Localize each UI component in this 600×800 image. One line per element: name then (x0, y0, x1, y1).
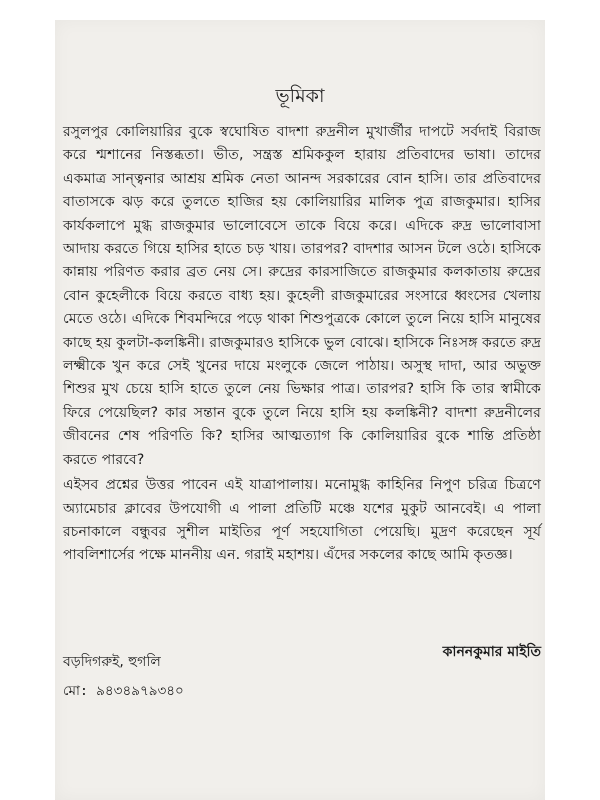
preface-body (63, 121, 541, 568)
book-page (55, 20, 545, 800)
author-name: কাননকুমার মাইতি (442, 644, 541, 660)
page-title: ভূমিকা (275, 85, 325, 107)
paragraph-acknowledgement: এইসব প্রশ্নের উত্তর পাবেন এই যাত্রাপালায়। মনোমুগ্ধ কাহিনির নিপুণ চরিত্র চিত্রণে অ্যামেচার ক্লাবের উপযোগী এ পালা প্রতিটি মঞ্চে যশের মুকুট আনবেই। এ পালা রচনাকালে বন্ধুবর সুশীল মাইতির পূর্ণ সহযোগিতা পেয়েছি। মুদ্রণ করেছেন সূর্য পাবলিশার্সের পক্ষে মাননীয় এন. গরাই মহাশয়। এঁদের সকলের কাছে আমি কৃতজ্ঞ। (63, 477, 541, 564)
author-phone: মো: ৯৪৩৪৯৭৯৩৪০ (63, 683, 184, 699)
paragraph-story: রসুলপুর কোলিয়ারির বুকে স্বঘোষিত বাদশা রুদ্রনীল মুখার্জীর দাপটে সর্বদাই বিরাজ করে শ্মশানের নিস্তব্ধতা। ভীত, সন্ত্রস্ত শ্রমিককুল হারায় প্রতিবাদের ভাষা। তাদের একমাত্র সান্ত্বনার আশ্রয় শ্রমিক নেতা আনন্দ সরকারের বোন হাসি। তার প্রতিবাদের বাতাসকে ঝড় করে তুলতে হাজির হয় কোলিয়ারির মালিক পুত্র রাজকুমার। হাসির কার্যকলাপে মুগ্ধ রাজকুমার ভালোবেসে তাকে বিয়ে করে। এদিকে রুদ্র ভালোবাসা আদায় করতে গিয়ে হাসির হাতে চড় খায়। তারপর? বাদশার আসন টলে ওঠে। হাসিকে কান্নায় পরিণত করার ব্রত নেয় সে। রুদ্রের কারসাজিতে রাজকুমার কলকাতায় রুদ্রের বোন কুহেলীকে বিয়ে করতে বাধ্য হয়। কুহেলী রাজকুমারের সংসারে ধ্বংসের খেলায় মেতে ওঠে। এদিকে শিবমন্দিরে পড়ে থাকা শিশুপুত্রকে কোলে তুলে নিয়ে হাসি মানুষের কাছে হয় কুলটা-কলঙ্কিনী। রাজকুমারও হাসিকে ভুল বোঝে। হাসিকে নিঃসঙ্গ করতে রুদ্র লক্ষ্মীকে খুন করে সেই খুনের দায়ে মংলুকে জেলে পাঠায়। অসুস্থ দাদা, আর অভুক্ত শিশুর মুখ চেয়ে হাসি হাতে তুলে নেয় ভিক্ষার পাত্র। তারপর? হাসি কি তার স্বামীকে ফিরে পেয়েছিল? কার সন্তান বুকে তুলে নিয়ে হাসি হয় কলঙ্কিনী? বাদশা রুদ্রনীলের জীবনের শেষ পরিণতি কি? হাসির আত্মত্যাগ কি কোলিয়ারির বুকে শান্তি প্রতিষ্ঠা করতে পারবে? (63, 124, 541, 468)
author-place: বড়দিগরুই, হুগলি (63, 654, 161, 670)
